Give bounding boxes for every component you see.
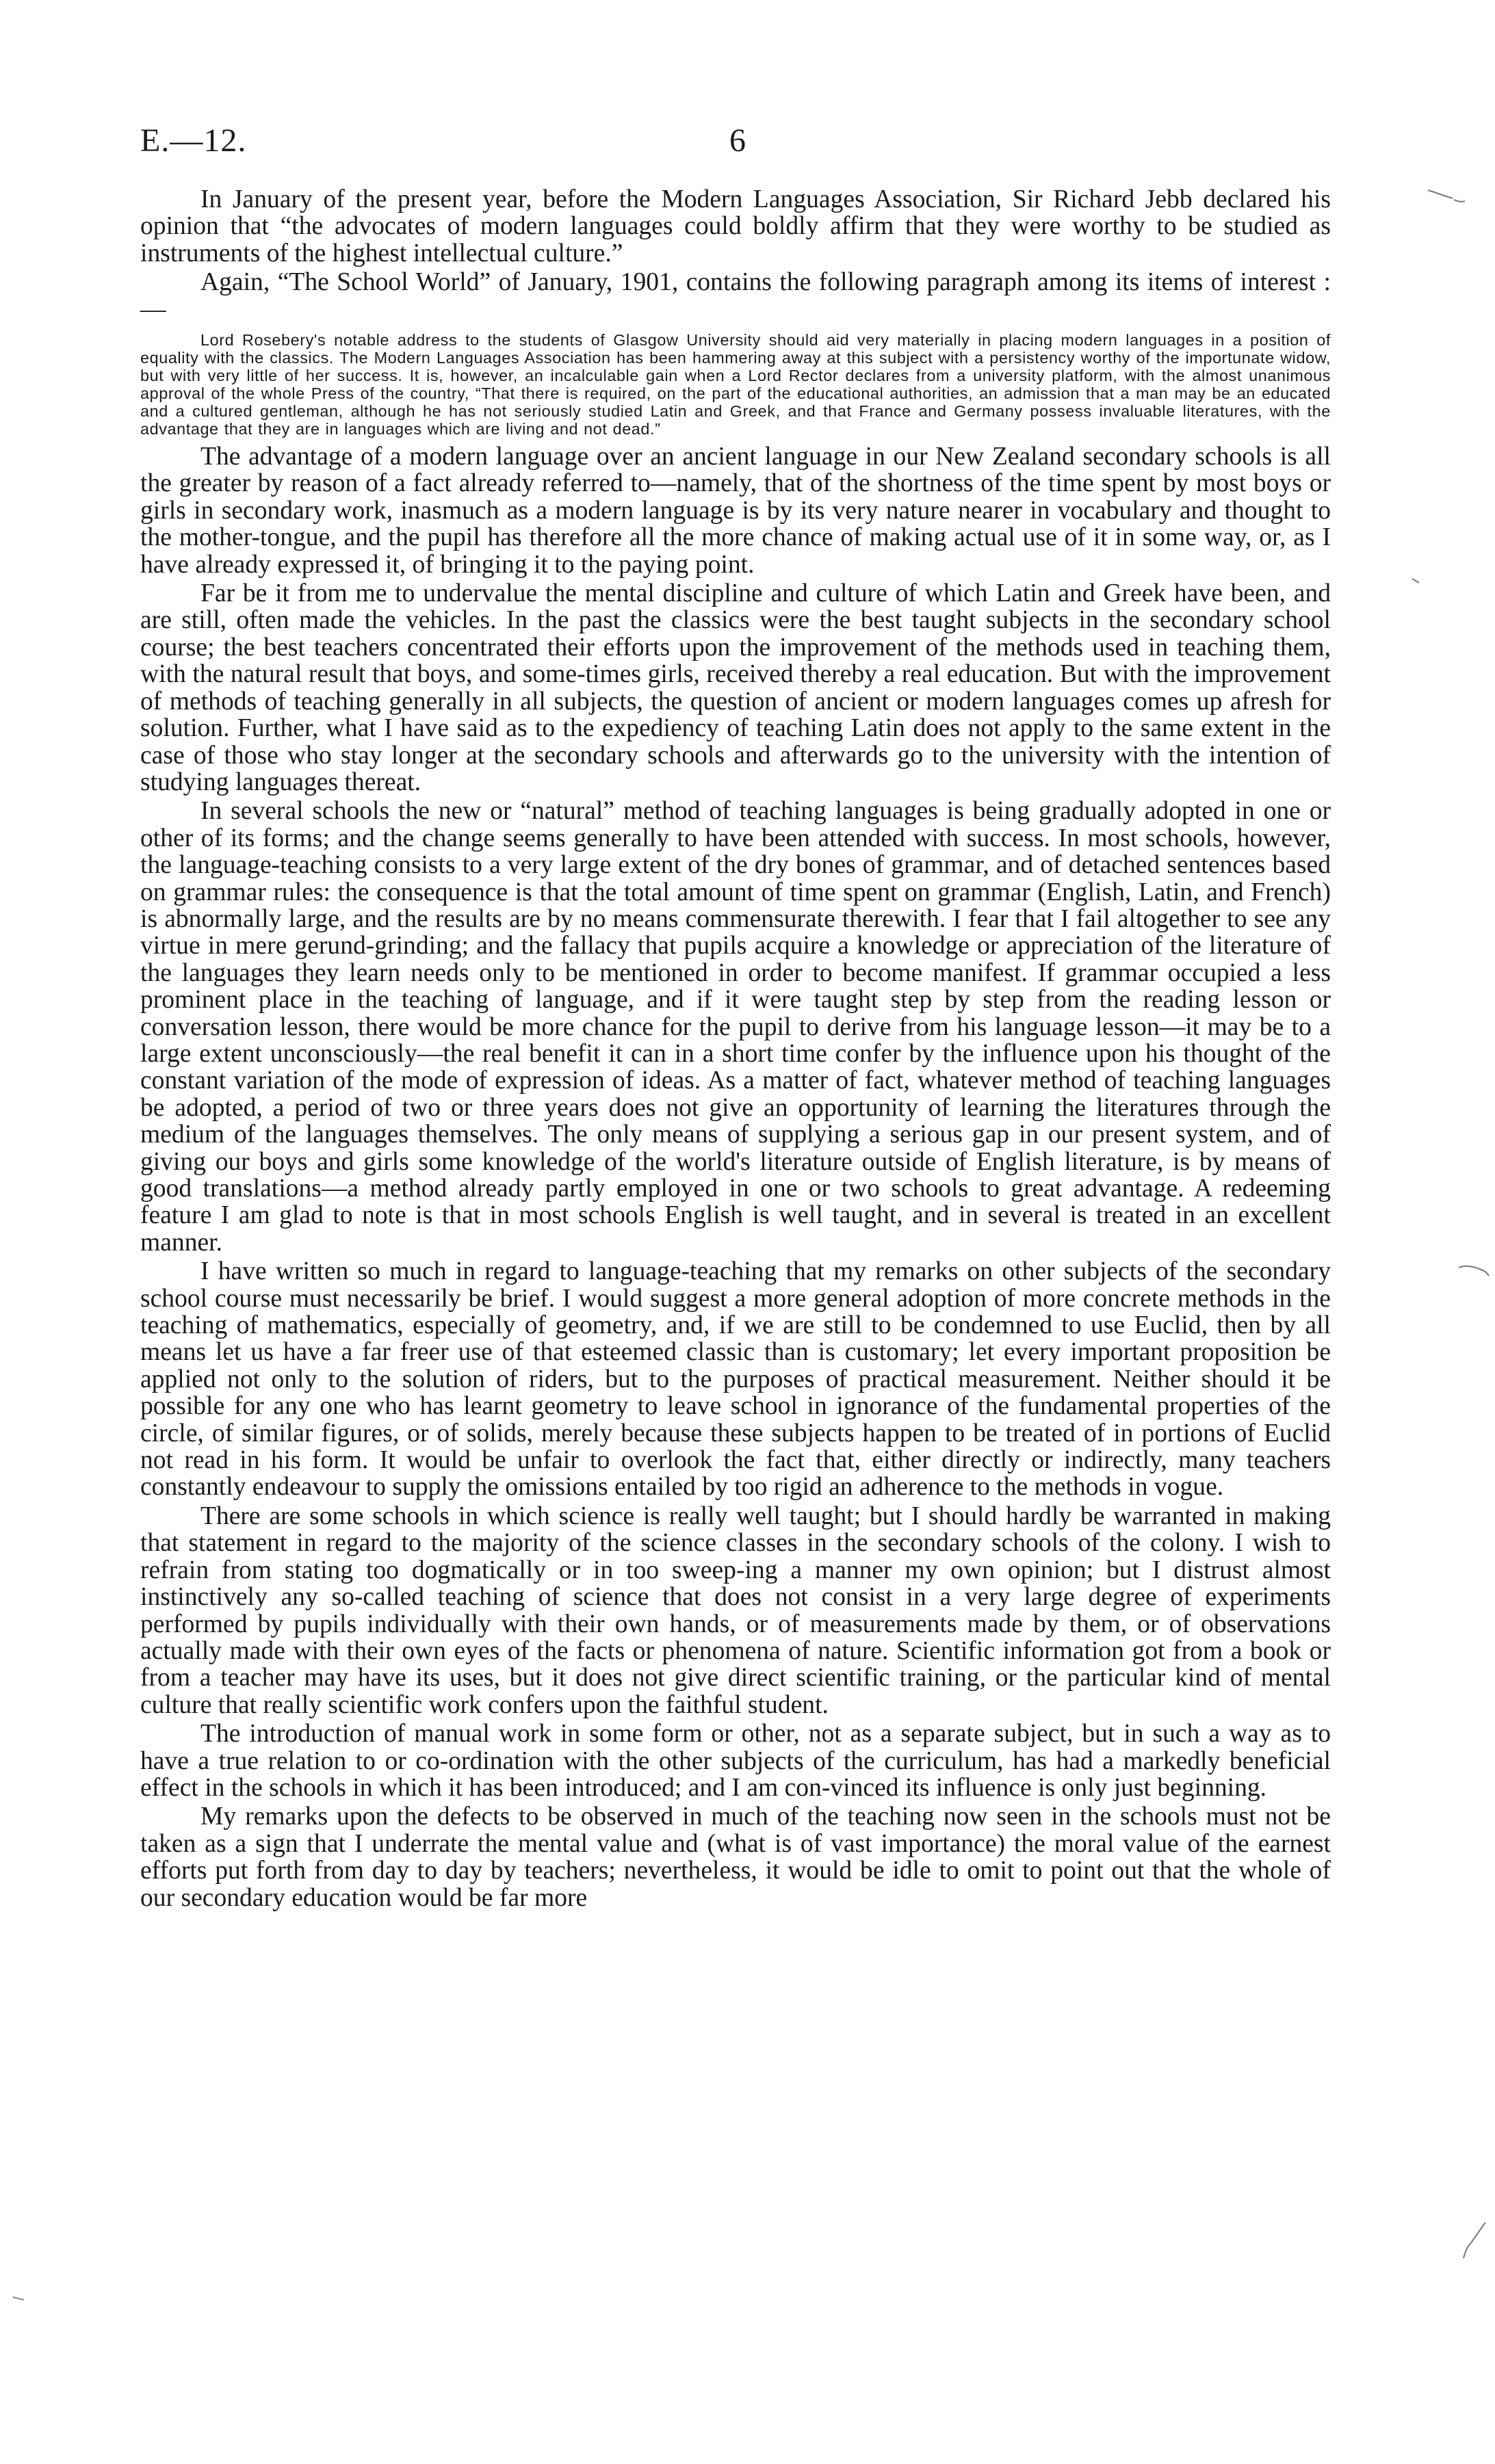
page-number: 6 [729,122,746,159]
paragraph-jebb-opinion: In January of the present year, before the Modern Languages Association, Sir Richard Jebb declared his opinion that “the advocates of modern languages could boldly affirm that they were worthy to be studied as instruments of the highest intellectual culture.” [140,185,1331,267]
margin-mark-bottom-left [10,2292,31,2305]
paragraph-manual-work: The introduction of manual work in some form or other, not as a separate subject, but in such a way as to have a true relation to or co-ordination with the other subjects of the curriculum, has had a markedly beneficial effect in the schools in which it has been introduced; and I am con-vinced its influence is only just beginning. [140,1720,1331,1802]
report-reference: E.—12. [140,122,247,159]
margin-mark-right-1 [1409,575,1423,588]
margin-mark-bottom-right [1461,2220,1488,2261]
paragraph-modern-language-advantage: The advantage of a modern language over an ancient language in our New Zealand secondary schools is all the greater by reason of a fact already referred to—namely, that of the shortness of the time spent by most boys or girls in secondary work, inasmuch as a modern language is by its very nature nearer in vocabulary and thought to the mother-tongue, and the pupil has therefore all the more chance of making actual use of it in some way, or, as I have already expressed it, of bringing it to the paying point. [140,443,1331,579]
paragraph-teaching-defects: My remarks upon the defects to be observed in much of the teaching now seen in the schools must not be taken as a sign that I underrate the mental value and (what is of vast importance) the moral value of the earnest efforts put forth from day to day by teachers; nevertheless, it would be idle to omit to point out that the whole of our secondary education would be far more [140,1803,1331,1912]
paragraph-natural-method: In several schools the new or “natural” method of teaching languages is being gradually adopted in one or other of its forms; and the change seems generally to have been attended with success. In most schools, however, the language-teaching consists to a very large extent of the dry bones of grammar, and of detached sentences based on grammar rules: the consequence is that the total amount of time spent on grammar (English, Latin, and French) is abnormally large, and the results are by no means commensurate therewith. I fear that I fail altogether to see any virtue in mere gerund-grinding; and the fallacy that pupils acquire a knowledge or appreciation of the literature of the languages they learn needs only to be mentioned in order to become manifest. If grammar occupied a less prominent place in the teaching of language, and if it were taught step by step from the reading lesson or conversation lesson, there would be more chance for the pupil to derive from his language lesson—it may be to a large extent unconsciously—the real benefit it can in a short time confer by the influence upon his thought of the constant variation of the mode of expression of ideas. As a matter of fact, whatever method of teaching languages be adopted, a period of two or three years does not give an opportunity of learning the literatures through the medium of the languages themselves. The only means of supplying a serious gap in our present system, and of giving our boys and girls some knowledge of the world's literature outside of English literature, is by means of good translations—a method already partly employed in one or two schools to great advantage. A redeeming feature I am glad to note is that in most schools English is well taught, and in several is treated in an excellent manner. [140,797,1331,1257]
paragraph-school-world-intro: Again, “The School World” of January, 1901, contains the following paragraph among its items of interest :— [140,268,1331,324]
margin-mark-top-right [1427,185,1468,219]
body-text [140,186,1331,1913]
block-quote-rosebery: Lord Rosebery's notable address to the students of Glasgow University should aid very materially in placing modern languages in a position of equality with the classics. The Modern Languages Association has been hammering away at this subject with a persistency worthy of the importunate widow, but with very little of her success. It is, however, an incalculable gain when a Lord Rector declares from a university platform, with the almost unanimous approval of the whole Press of the country, “That there is required, on the part of the educational authorities, an admission that a man may be an educated and a cultured gentleman, although he has not seriously studied Latin and Greek, and that France and Germany possess invaluable literatures, with the advantage that they are in languages which are living and not dead.” [140,331,1331,438]
paragraph-classics-discipline: Far be it from me to undervalue the mental discipline and culture of which Latin and Greek have been, and are still, often made the vehicles. In the past the classics were the best taught subjects in the secondary school course; the best teachers concentrated their efforts upon the improvement of the methods used in teaching them, with the natural result that boys, and some-times girls, received thereby a real education. But with the improvement of methods of teaching generally in all subjects, the question of ancient or modern languages comes up afresh for solution. Further, what I have said as to the expediency of teaching Latin does not apply to the same extent in the case of those who stay longer at the secondary schools and afterwards go to the university with the intention of studying languages thereat. [140,579,1331,796]
paragraph-science: There are some schools in which science is really well taught; but I should hardly be warranted in making that statement in regard to the majority of the science classes in the secondary schools of the colony. I wish to refrain from stating too dogmatically or in too sweep-ing a manner my own opinion; but I distrust almost instinctively any so-called teaching of science that does not consist in a very large degree of experiments performed by pupils individually with their own hands, or of measurements made by them, or of observations actually made with their own eyes of the facts or phenomena of nature. Scientific information got from a book or from a teacher may have its uses, but it does not give direct scientific training, or the particular kind of mental culture that really scientific work confers upon the faithful student. [140,1502,1331,1719]
paragraph-mathematics: I have written so much in regard to language-teaching that my remarks on other subjects of the secondary school course must necessarily be brief. I would suggest a more general adoption of more concrete methods in the teaching of mathematics, especially of geometry, and, if we are still to be condemned to use Euclid, then by all means let us have a far freer use of that esteemed classic than is customary; let every important proposition be applied not only to the solution of riders, but to the purposes of practical measurement. Neither should it be possible for any one who has learnt geometry to leave school in ignorance of the fundamental properties of the circle, of similar figures, or of solids, merely because these subjects happen to be treated of in portions of Euclid not read in his form. It would be unfair to overlook the fact that, either directly or indirectly, many teachers constantly endeavour to supply the omissions entailed by too rigid an adherence to the methods in vogue. [140,1257,1331,1502]
margin-mark-right-2 [1457,1262,1492,1283]
